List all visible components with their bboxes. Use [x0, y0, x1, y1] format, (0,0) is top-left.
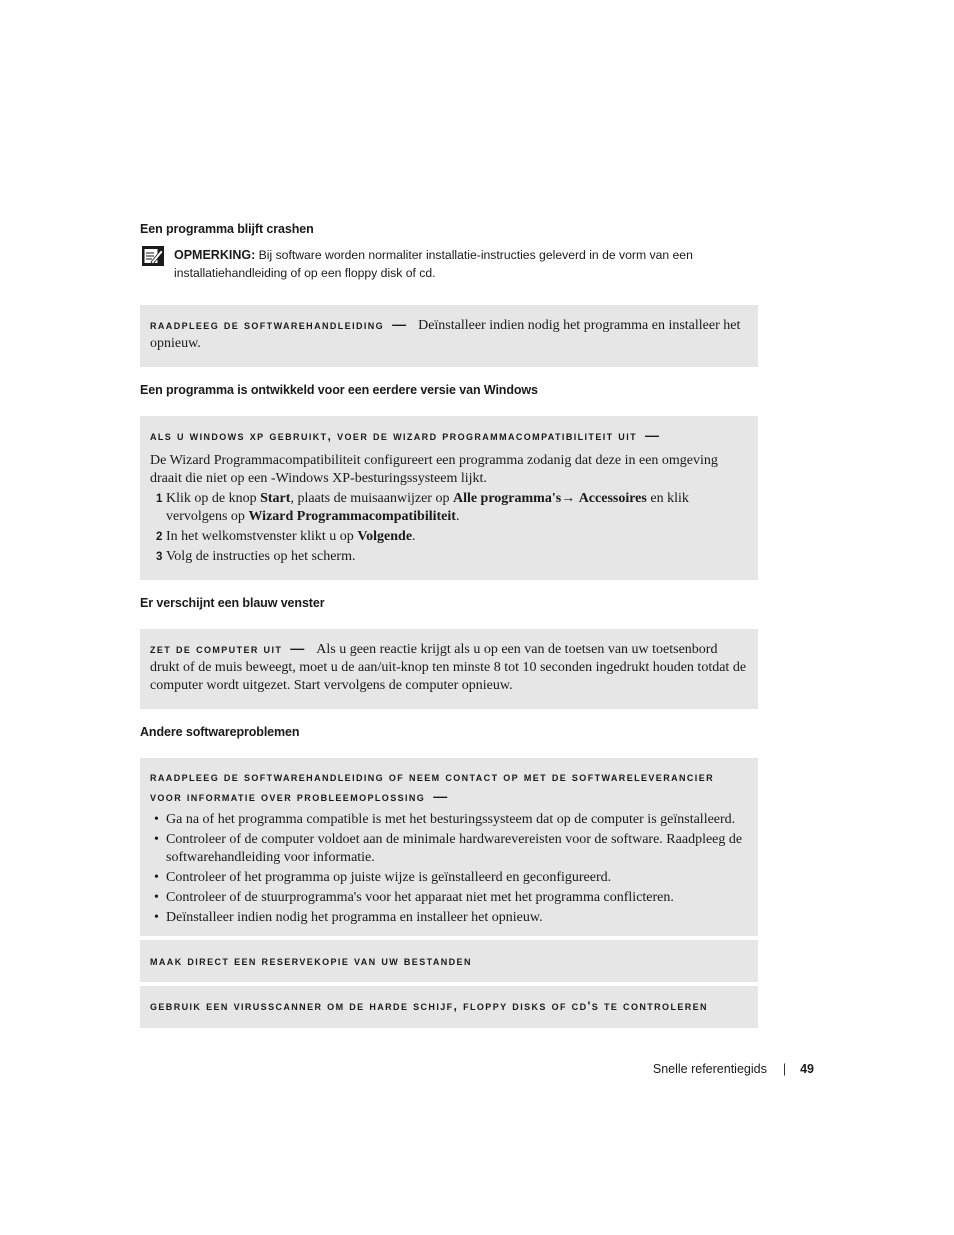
box-title: raadpleeg de softwarehandleiding of neem contact op met de softwareleverancier voor informatie over probleemoplossing: [150, 770, 715, 804]
section-heading-blue-screen: Er verschijnt een blauw venster: [140, 596, 325, 610]
ui-term-all-programs: Alle programma's: [452, 491, 562, 506]
title-dash: —: [433, 788, 448, 804]
bullet-item: [150, 831, 748, 867]
box-title: maak direct een reservekopie van uw bestanden: [150, 954, 472, 968]
step-text: Volg de instructies op het scherm.: [166, 549, 356, 564]
tip-box-compat-wizard: [140, 416, 758, 580]
section-heading-crash: Een programma blijft crashen: [140, 222, 314, 236]
title-dash: —: [645, 427, 660, 443]
ui-term-start: Start: [260, 491, 291, 506]
bullet-text: Deïnstalleer indien nodig het programma en installeer het opnieuw.: [166, 910, 543, 925]
box-title: raadpleeg de softwarehandleiding: [150, 318, 385, 332]
section-heading-other: Andere softwareproblemen: [140, 725, 300, 739]
ui-term-accessories: Accessoires: [578, 491, 647, 506]
box-title: als u windows xp gebruikt, voer de wizard programmacompatibiliteit uit: [150, 429, 638, 443]
step-number: 3: [156, 551, 163, 563]
box-title: gebruik een virusscanner om de harde schijf, floppy disks of cd's te controleren: [150, 999, 708, 1013]
step-text: .: [455, 509, 460, 524]
bullet-item: [150, 869, 748, 887]
step-item: [150, 548, 748, 566]
bullet-item: [150, 889, 748, 907]
tip-box-backup: [140, 940, 758, 982]
tip-box-virus-scan: [140, 986, 758, 1028]
box-title: zet de computer uit: [150, 642, 283, 656]
bullet-text: Controleer of de stuurprogramma's voor het apparaat niet met het programma conflicteren.: [166, 890, 674, 905]
bullet-glyph: •: [154, 910, 159, 925]
bullet-glyph: •: [154, 870, 159, 885]
box-text: Deïnstalleer indien nodig het programma en installeer het opnieuw.: [150, 318, 741, 351]
section-heading-older-windows: Een programma is ontwikkeld voor een eerdere versie van Windows: [140, 383, 538, 397]
step-text: en klik vervolgens op: [166, 491, 689, 524]
bullet-text: Ga na of het programma compatible is met het besturingssysteem dat op de computer is geïnstalleerd.: [166, 812, 736, 827]
footer-title: Snelle referentiegids: [652, 1062, 767, 1076]
step-item: [150, 490, 748, 526]
arrow-glyph: →: [561, 491, 579, 506]
title-dash: —: [290, 640, 305, 656]
steps-list: [150, 490, 748, 566]
step-item: [150, 528, 748, 546]
bullet-glyph: •: [154, 832, 159, 847]
tip-box-shutdown: [140, 629, 758, 709]
note-label: OPMERKING:: [174, 248, 256, 262]
step-number: 1: [156, 493, 163, 505]
note-text: Bij software worden normaliter installatie-instructies geleverd in de vorm van een installatiehandleiding of op een floppy disk of cd.: [174, 248, 693, 280]
tip-box-vendor: [140, 758, 758, 936]
ui-term-next: Volgende: [357, 529, 413, 544]
page-footer: [600, 1062, 814, 1076]
box-intro: De Wizard Programmacompatibiliteit configureert een programma zodanig dat deze in een omgeving draait die niet op een -Windows XP-besturingssysteem lijkt.: [150, 453, 718, 486]
bullet-text: Controleer of de computer voldoet aan de minimale hardwarevereisten voor de software. Raadpleeg de softwarehandleiding voor informatie.: [166, 832, 743, 865]
bullet-item: [150, 811, 748, 829]
tip-box-manual: [140, 305, 758, 367]
ui-term-compat-wizard: Wizard Programmacompatibiliteit: [248, 509, 456, 524]
pencil-note-icon: [142, 246, 164, 266]
box-text: Als u geen reactie krijgt als u op een van de toetsen van uw toetsenbord drukt of de muis beweegt, moet u de aan/uit-knop ten minste 8 tot 10 seconden ingedrukt houden totdat de computer wordt uitgezet. Start vervolgens de computer opnieuw.: [150, 642, 747, 693]
bullet-item: [150, 909, 748, 927]
footer-separator: |: [782, 1062, 787, 1076]
title-dash: —: [392, 316, 407, 332]
note-block: [140, 246, 760, 282]
bullet-list: [150, 811, 748, 927]
bullet-glyph: •: [154, 890, 159, 905]
step-text: Klik op de knop: [166, 491, 261, 506]
step-text: .: [412, 529, 416, 544]
bullet-glyph: •: [154, 812, 159, 827]
step-number: 2: [156, 531, 163, 543]
bullet-text: Controleer of het programma op juiste wijze is geïnstalleerd en geconfigureerd.: [166, 870, 612, 885]
step-text: In het welkomstvenster klikt u op: [166, 529, 358, 544]
page-number: 49: [800, 1062, 814, 1076]
step-text: , plaats de muisaanwijzer op: [290, 491, 453, 506]
